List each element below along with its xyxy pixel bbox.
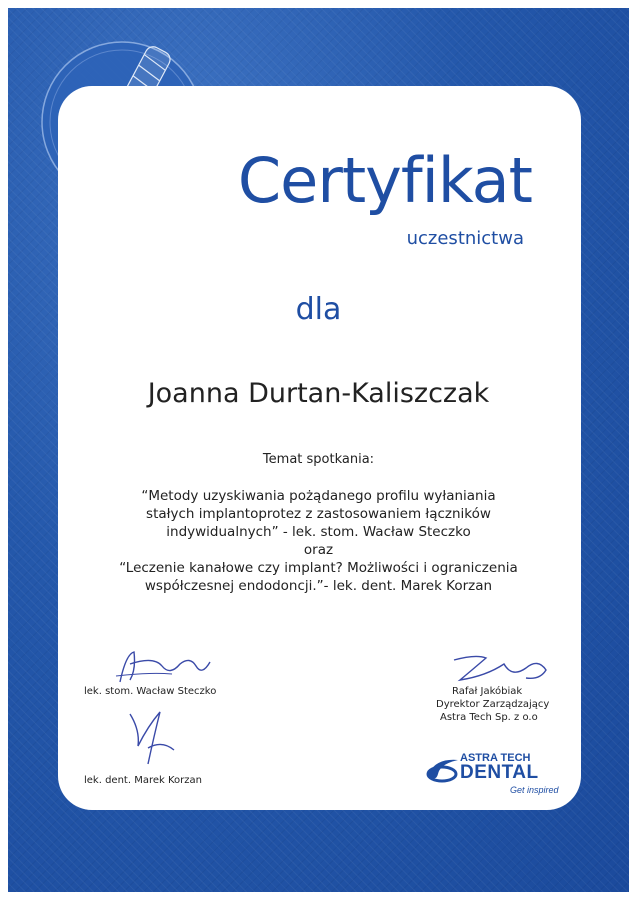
signature-jakobiak — [446, 650, 556, 690]
recipient-name: Joanna Durtan-Kaliszczak — [147, 378, 490, 409]
signatory-role: Dyrektor Zarządzający — [436, 699, 550, 710]
signature-korzan — [118, 706, 188, 772]
signatory-company: Astra Tech Sp. z o.o — [440, 712, 538, 723]
topic-line: współczesnej endodoncji.”- lek. dent. Marek Korzan — [144, 578, 493, 594]
signature-steczko — [110, 646, 220, 690]
topic-line: “Leczenie kanałowe czy implant? Możliwości i ograniczenia — [119, 560, 518, 576]
topic-line: indywidualnych” - lek. stom. Wacław Steczko — [166, 524, 471, 540]
topic-line: “Metody uzyskiwania pożądanego profilu wyłaniania — [141, 488, 496, 504]
for-label: dla — [295, 292, 342, 327]
astra-tech-dental-logo — [424, 752, 564, 802]
logo-brand: ASTRA TECH — [460, 752, 531, 764]
signatory-jakobiak: Rafał Jakóbiak — [452, 686, 523, 697]
logo-product: DENTAL — [460, 762, 539, 783]
topic-label: Temat spotkania: — [262, 452, 375, 467]
logo-tagline: Get inspired — [510, 785, 559, 795]
topic-line: oraz — [303, 542, 334, 558]
title-block — [200, 144, 540, 270]
topic-line: stałych implantoprotez z zastosowaniem łączników — [146, 506, 491, 522]
signatory-korzan: lek. dent. Marek Korzan — [84, 775, 202, 786]
certificate-subtitle: uczestnictwa — [406, 228, 524, 249]
certificate-title: Certyfikat — [237, 144, 532, 217]
swoosh-icon — [424, 754, 464, 784]
signatory-steczko: lek. stom. Wacław Steczko — [84, 686, 217, 697]
